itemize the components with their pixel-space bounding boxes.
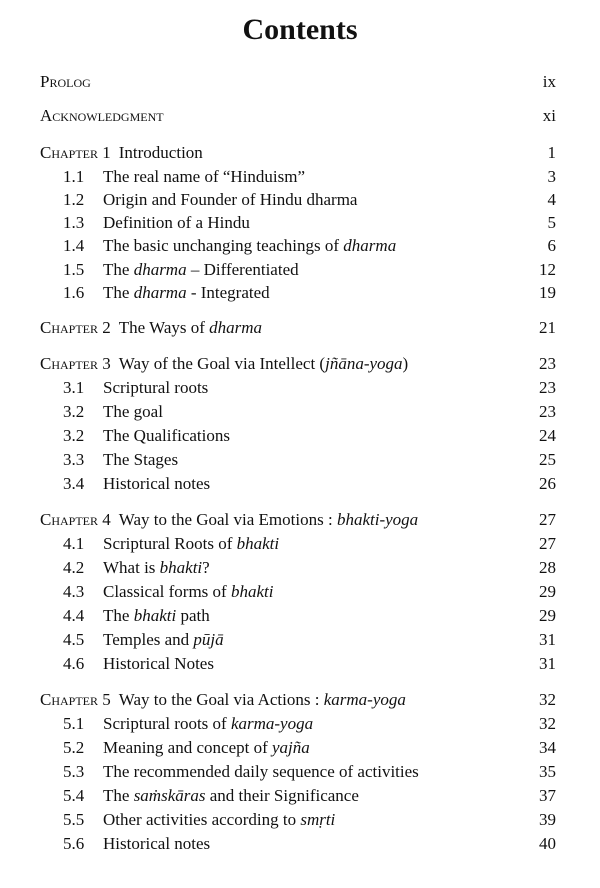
section-title: The Qualifications: [103, 426, 230, 445]
toc-section[interactable]: [63, 258, 556, 282]
page-number: ix: [542, 72, 556, 91]
page-number: 39: [539, 810, 556, 829]
toc-section[interactable]: [63, 472, 556, 496]
section-title-rest: – Differentiated: [186, 260, 299, 279]
section-title: Historical notes: [103, 474, 211, 493]
toc-section[interactable]: [63, 808, 556, 832]
section-title-rest: and their Significance: [205, 786, 359, 805]
section-number: 3.2: [63, 402, 85, 421]
section-number: 5.2: [63, 738, 85, 757]
toc-section[interactable]: [63, 165, 556, 189]
section-title-rest: - Integrated: [186, 283, 270, 302]
section-title: Definition of a Hindu: [103, 213, 250, 232]
chapter-title: Way to the Goal via Emotions :: [118, 510, 337, 529]
section-number: 5.3: [63, 762, 85, 781]
page-number: 26: [539, 474, 556, 493]
toc-section[interactable]: [63, 234, 556, 258]
section-title: The: [103, 606, 134, 625]
chapter-title: Way to the Goal via Actions :: [118, 690, 324, 709]
toc-entry-prolog[interactable]: [40, 70, 556, 94]
page-number: 28: [539, 558, 556, 577]
chapter-title-italic: dharma: [209, 318, 263, 337]
section-number: 1.3: [63, 213, 85, 232]
chapter-title-italic: jñāna-yoga: [325, 354, 403, 373]
page-number: 6: [547, 236, 556, 255]
section-title: Scriptural Roots of: [103, 534, 237, 553]
section-number: 1.4: [63, 236, 85, 255]
page-number: 23: [539, 378, 556, 397]
section-title: Temples and: [103, 630, 194, 649]
page-number: 23: [539, 402, 556, 421]
page-number: 29: [539, 606, 556, 625]
section-title-italic: karma-yoga: [230, 714, 314, 733]
section-number: 4.6: [63, 654, 85, 673]
chapter-label: Chapter 3: [40, 354, 111, 373]
section-title: The basic unchanging teachings of: [103, 236, 344, 255]
chapter-label: Chapter 2: [40, 318, 111, 337]
toc-section[interactable]: [63, 532, 556, 556]
page-number: 40: [539, 834, 556, 853]
page-number: 5: [547, 213, 556, 232]
section-title-italic: bhakti: [133, 606, 177, 625]
section-title-italic: bhakti: [236, 534, 280, 553]
toc-entry-acknowledgment[interactable]: [40, 104, 556, 128]
page-number: 25: [539, 450, 556, 469]
section-title: Scriptural roots: [103, 378, 209, 397]
toc-chapter-3[interactable]: [40, 352, 556, 376]
toc-section[interactable]: [63, 556, 556, 580]
page-number: 27: [539, 510, 556, 529]
chapter-title-rest: ): [402, 354, 409, 373]
section-number: 4.5: [63, 630, 85, 649]
toc-section[interactable]: [63, 652, 556, 676]
section-number: 1.6: [63, 283, 85, 302]
page-number: 37: [539, 786, 556, 805]
section-number: 1.1: [63, 167, 85, 186]
toc-chapter-2[interactable]: [40, 316, 556, 340]
section-title: The: [103, 786, 134, 805]
page-number: 24: [539, 426, 556, 445]
toc-section[interactable]: [63, 424, 556, 448]
section-title: Origin and Founder of Hindu dharma: [103, 190, 358, 209]
section-title-italic: dharma: [343, 236, 397, 255]
section-title-rest: path: [176, 606, 210, 625]
section-number: 3.4: [63, 474, 85, 493]
section-title: The Stages: [103, 450, 179, 469]
chapter-label: Chapter 4: [40, 510, 111, 529]
chapter-title: Introduction: [118, 143, 203, 162]
toc-section[interactable]: [63, 784, 556, 808]
section-title: Historical Notes: [103, 654, 214, 673]
page-number: 31: [539, 630, 556, 649]
section-title-italic: saṁskāras: [133, 786, 206, 805]
toc-section[interactable]: [63, 580, 556, 604]
toc-section[interactable]: [63, 376, 556, 400]
toc-section[interactable]: [63, 712, 556, 736]
section-title-italic: dharma: [133, 260, 187, 279]
section-title: Meaning and concept of: [103, 738, 272, 757]
page-number: 21: [539, 318, 556, 337]
section-number: 5.6: [63, 834, 85, 853]
section-title-italic: pūjā: [193, 630, 224, 649]
section-number: 4.4: [63, 606, 85, 625]
toc-section[interactable]: [63, 604, 556, 628]
page-number: 31: [539, 654, 556, 673]
section-number: 4.2: [63, 558, 85, 577]
section-title: Classical forms of: [103, 582, 231, 601]
section-title: The: [103, 260, 134, 279]
section-title: The: [103, 283, 134, 302]
section-title: Other activities according to: [103, 810, 301, 829]
section-title: The recommended daily sequence of activities: [103, 762, 419, 781]
toc-section[interactable]: [63, 760, 556, 784]
page-number: 34: [539, 738, 556, 757]
section-number: 3.3: [63, 450, 85, 469]
section-title: Historical notes: [103, 834, 211, 853]
page-number: 19: [539, 283, 556, 302]
section-title-italic: bhakti: [230, 582, 274, 601]
section-title-italic: yajña: [272, 738, 310, 757]
page-number: 32: [539, 690, 556, 709]
page-number: 27: [539, 534, 556, 553]
page-number: 3: [547, 167, 556, 186]
section-title: What is: [103, 558, 160, 577]
entry-label: Prolog: [40, 72, 91, 91]
chapter-title: The Ways of: [118, 318, 210, 337]
toc-chapter-5[interactable]: [40, 688, 556, 712]
toc-section[interactable]: [63, 448, 556, 472]
page-number: 4: [547, 190, 556, 209]
toc-section[interactable]: [63, 736, 556, 760]
page-number: 35: [539, 762, 556, 781]
section-number: 1.5: [63, 260, 85, 279]
section-title: The goal: [103, 402, 163, 421]
section-title-rest: ?: [202, 558, 210, 577]
toc-section[interactable]: [63, 832, 556, 856]
section-number: 4.1: [63, 534, 85, 553]
chapter-title-italic: bhakti-yoga: [336, 510, 419, 529]
page-number: 12: [539, 260, 556, 279]
page-number: 32: [539, 714, 556, 733]
page-title: Contents: [242, 13, 358, 46]
toc-section[interactable]: [63, 628, 556, 652]
chapter-title: Way of the Goal via Intellect (: [118, 354, 326, 373]
section-title: Scriptural roots of: [103, 714, 231, 733]
toc-section[interactable]: [63, 281, 556, 305]
section-title-italic: smṛti: [300, 810, 336, 829]
chapter-label: Chapter 5: [40, 690, 111, 709]
toc-chapter-4[interactable]: [40, 508, 556, 532]
section-number: 3.2: [63, 426, 85, 445]
section-number: 1.2: [63, 190, 85, 209]
page-number: 23: [539, 354, 556, 373]
toc-chapter-1[interactable]: [40, 141, 556, 165]
page-number: 1: [547, 143, 556, 162]
section-title-italic: dharma: [133, 283, 187, 302]
section-title: The real name of “Hinduism”: [103, 167, 306, 186]
section-number: 4.3: [63, 582, 85, 601]
toc-section[interactable]: [63, 400, 556, 424]
section-number: 3.1: [63, 378, 85, 397]
page-number: xi: [542, 106, 556, 125]
section-number: 5.5: [63, 810, 85, 829]
chapter-label: Chapter 1: [40, 143, 111, 162]
page-number: 29: [539, 582, 556, 601]
toc-section[interactable]: [63, 211, 556, 235]
toc-section[interactable]: [63, 188, 556, 212]
section-number: 5.4: [63, 786, 85, 805]
section-title-italic: bhakti: [159, 558, 203, 577]
entry-label: Acknowledgment: [40, 106, 164, 125]
section-number: 5.1: [63, 714, 85, 733]
chapter-title-italic: karma-yoga: [323, 690, 406, 709]
